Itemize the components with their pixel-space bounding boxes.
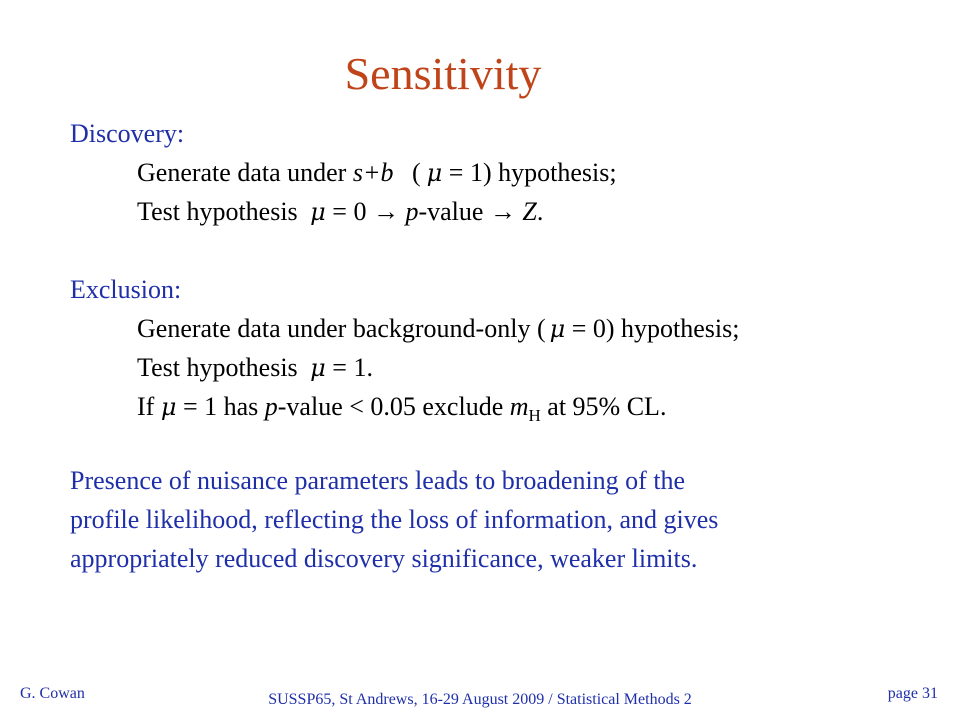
text-segment: -value < 0.05 exclude xyxy=(277,392,510,421)
text-segment: Test hypothesis xyxy=(137,353,305,382)
summary-line-3: appropriately reduced discovery significance, weaker limits. xyxy=(70,544,698,573)
text-segment: Generate data under xyxy=(137,158,353,187)
text-segment: = 0) hypothesis; xyxy=(565,314,740,343)
footer-conference: SUSSP65, St Andrews, 16-29 August 2009 / Statistical Methods 2 xyxy=(268,691,692,708)
footer-page-number: page 31 xyxy=(887,685,938,702)
text-segment: -value → xyxy=(418,197,523,226)
footer-author: G. Cowan xyxy=(20,685,85,702)
slide-title: Sensitivity xyxy=(344,48,542,99)
text-segment: = 0 → xyxy=(325,197,406,226)
text-segment: ( xyxy=(405,158,421,187)
mu-symbol: μ xyxy=(160,393,177,421)
text-segment: = 1. xyxy=(325,353,373,382)
mu-symbol: μ xyxy=(310,354,326,382)
mh-subscript: H xyxy=(528,406,541,425)
exclusion-line-2 xyxy=(137,351,373,385)
mh-symbol: m xyxy=(509,392,529,421)
p-symbol: p xyxy=(405,197,419,226)
exclusion-line-3 xyxy=(137,390,666,433)
discovery-line-2 xyxy=(137,195,543,229)
text-segment: . xyxy=(536,197,544,226)
mu-symbol: μ xyxy=(310,198,326,226)
text-segment: Generate data under background-only ( xyxy=(137,314,546,343)
text-segment: at 95% CL. xyxy=(540,392,667,421)
p-symbol: p xyxy=(264,392,278,421)
sb-symbol: s+b xyxy=(352,158,394,187)
exclusion-heading: Exclusion: xyxy=(70,275,182,304)
z-symbol: Z xyxy=(522,197,537,226)
exclusion-line-1 xyxy=(137,312,740,346)
text-segment: = 1) hypothesis; xyxy=(442,158,617,187)
text-segment: Test hypothesis xyxy=(137,197,305,226)
summary-line-1: Presence of nuisance parameters leads to broadening of the xyxy=(70,466,686,495)
mu-symbol: μ xyxy=(426,159,443,187)
discovery-line-1 xyxy=(137,156,617,190)
text-segment: If xyxy=(137,392,161,421)
discovery-heading: Discovery: xyxy=(70,119,185,148)
summary-line-2: profile likelihood, reflecting the loss of information, and gives xyxy=(70,505,719,534)
mu-symbol: μ xyxy=(549,315,566,343)
text-segment: = 1 has xyxy=(176,392,265,421)
